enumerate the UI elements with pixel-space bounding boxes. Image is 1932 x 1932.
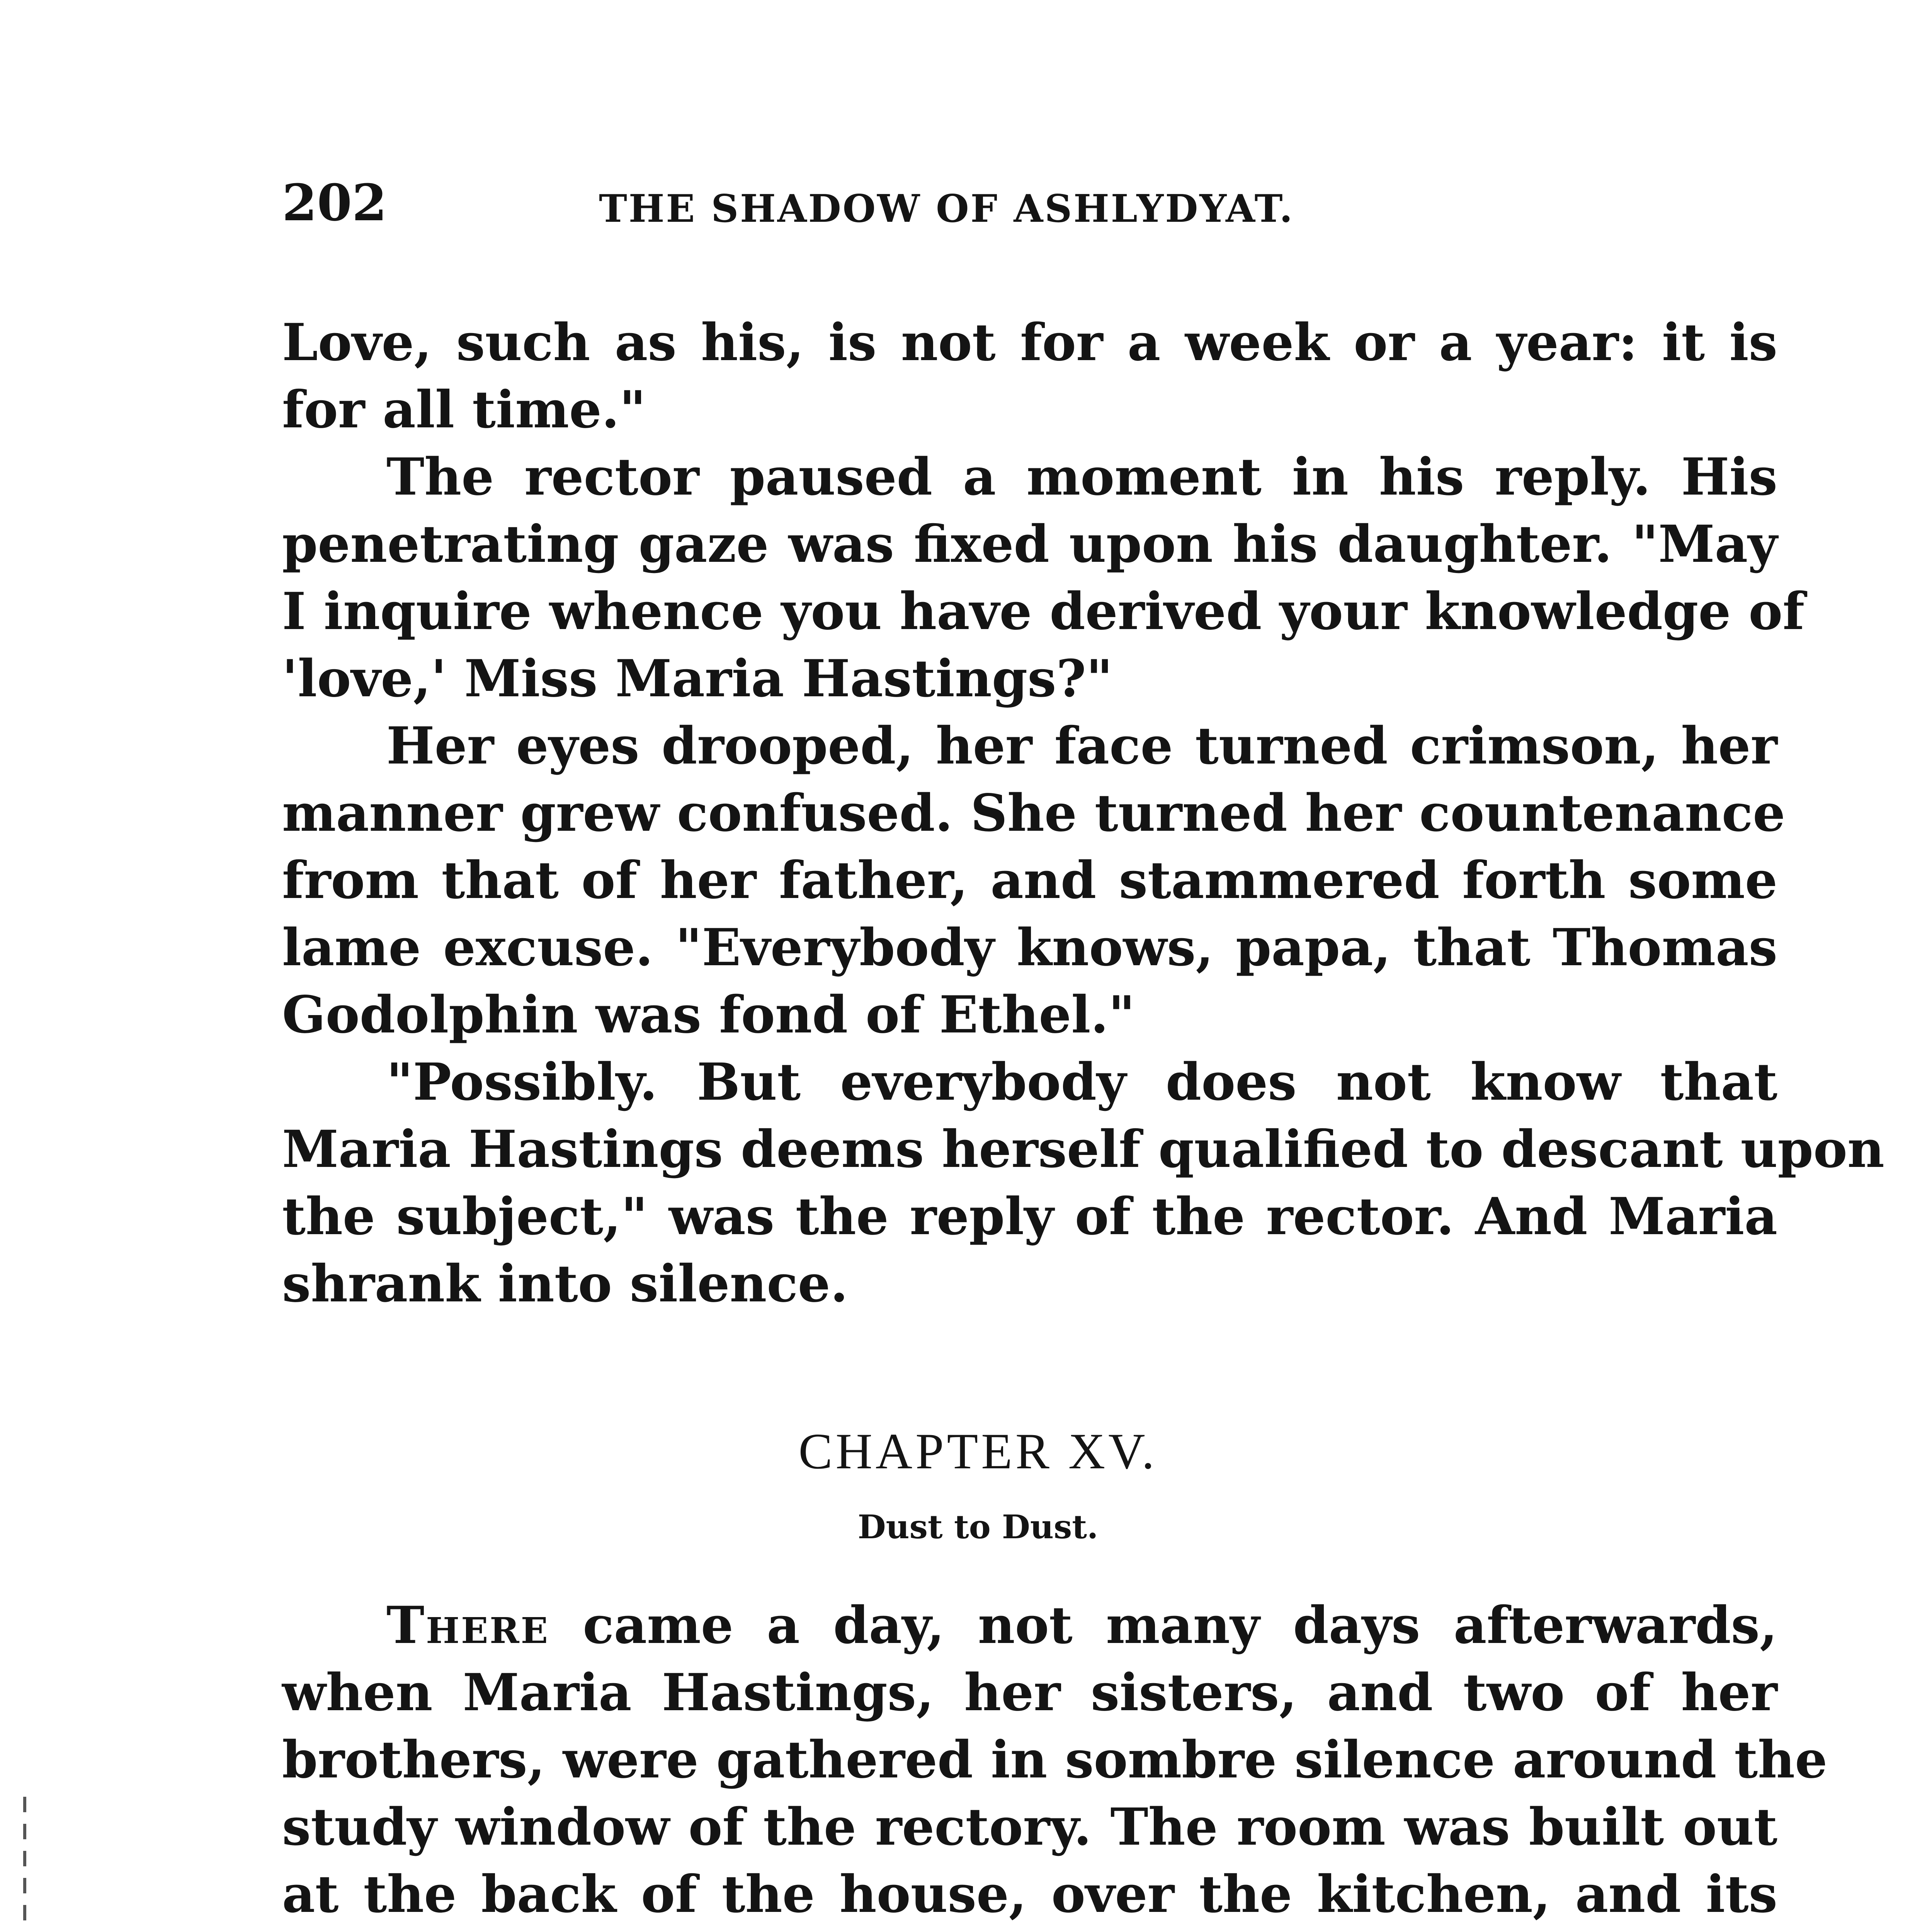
- text-line: penetrating gaze was fixed upon his daughter. "May: [282, 514, 1777, 574]
- page-number: 202: [282, 173, 387, 232]
- text-line: 'love,' Miss Maria Hastings?": [282, 649, 1113, 709]
- chapter-subtitle: Dust to Dust.: [857, 1508, 1099, 1546]
- text-line: shrank into silence.: [282, 1254, 848, 1314]
- text-line: Godolphin was fond of Ethel.": [282, 985, 1135, 1045]
- text-line: lame excuse. "Everybody knows, papa, that Thomas: [282, 918, 1777, 978]
- page-header: [282, 173, 1777, 243]
- text-line: [282, 1928, 1777, 1932]
- text-line: the subject," was the reply of the rector. And Maria: [282, 1187, 1777, 1247]
- text-line: when Maria Hastings, her sisters, and two of her: [282, 1663, 1777, 1723]
- text-line: from that of her father, and stammered forth some: [282, 850, 1777, 910]
- text-line-rest: came a day, not many days afterwards,: [549, 1595, 1777, 1655]
- text-line: The rector paused a moment in his reply. His: [386, 447, 1777, 507]
- text-line: Love, such as his, is not for a week or a year: it is: [282, 313, 1777, 372]
- text-before-chapter: [282, 309, 1884, 1318]
- running-title: THE SHADOW OF ASHLYDYAT.: [599, 187, 1294, 231]
- text-line: for all time.": [282, 380, 646, 440]
- text-line: "Possibly. But everybody does not know that: [386, 1052, 1777, 1112]
- text-line: Maria Hastings deems herself qualified to descant upon: [282, 1119, 1884, 1179]
- chapter-title: CHAPTER XV.: [798, 1423, 1158, 1480]
- text-line: brothers, were gathered in sombre silence around the: [282, 1730, 1828, 1790]
- text-line: I inquire whence you have derived your knowledge of: [282, 582, 1805, 641]
- text-line: study window of the rectory. The room was built out: [282, 1797, 1777, 1857]
- scan-edge-mark: [23, 1797, 26, 1932]
- text-line: [282, 1592, 1777, 1659]
- drop-word: There: [386, 1595, 549, 1655]
- text-line: Her eyes drooped, her face turned crimson, her: [386, 716, 1777, 776]
- chapter-opening: [282, 1592, 1828, 1932]
- text-line: at the back of the house, over the kitchen, and its: [282, 1864, 1777, 1924]
- text-line: manner grew confused. She turned her countenance: [282, 783, 1786, 843]
